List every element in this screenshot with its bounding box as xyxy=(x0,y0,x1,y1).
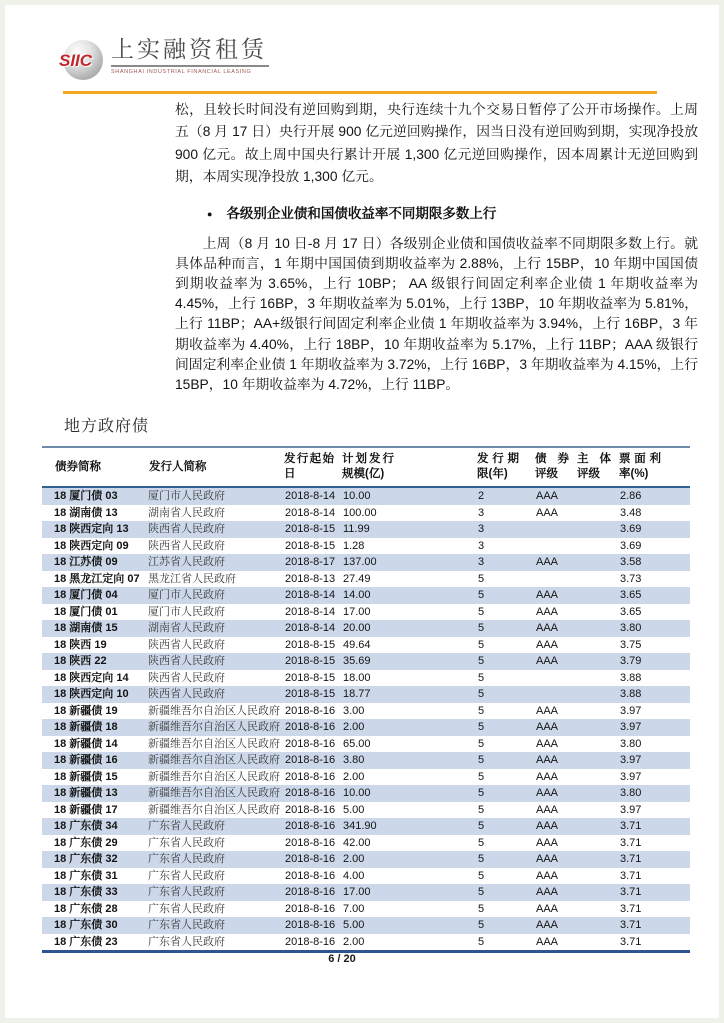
cell-bond-name: 18 厦门债 03 xyxy=(54,490,118,502)
cell-start-date: 2018-8-16 xyxy=(285,869,336,882)
cell-term: 3 xyxy=(478,506,485,519)
cell-coupon-rate: 3.97 xyxy=(620,803,642,816)
cell-issuer-rating xyxy=(574,934,616,952)
cell-start-date: 2018-8-16 xyxy=(285,886,336,898)
cell-coupon-rate: 2.86 xyxy=(620,490,642,502)
cell-coupon-rate: 3.88 xyxy=(620,671,642,684)
cell-issuer: 陕西省人民政府 xyxy=(148,655,225,667)
cell-bond-rating: AAA xyxy=(536,704,559,717)
cell-start-date: 2018-8-16 xyxy=(285,853,336,865)
cell-planned-size: 49.64 xyxy=(343,638,371,651)
bullet-icon: ● xyxy=(207,208,213,219)
cell-planned-size: 7.00 xyxy=(343,902,365,915)
table-row xyxy=(42,554,690,571)
cell-issuer-rating xyxy=(574,851,616,868)
cell-term: 3 xyxy=(478,539,485,552)
cell-issuer: 陕西省人民政府 xyxy=(148,671,225,684)
cell-bond-name: 18 广东债 23 xyxy=(54,935,118,948)
col-header-planned-size xyxy=(339,447,474,487)
cell-bond-name: 18 陕西定向 10 xyxy=(54,688,129,700)
cell-issuer-rating xyxy=(574,703,616,720)
cell-bond-rating: AAA xyxy=(536,638,559,651)
cell-start-date: 2018-8-13 xyxy=(285,572,336,585)
table-row xyxy=(42,851,690,868)
cell-issuer-rating xyxy=(574,802,616,819)
cell-start-date: 2018-8-16 xyxy=(285,820,336,832)
logo-text-block xyxy=(111,34,269,75)
cell-bond-name: 18 广东债 33 xyxy=(54,886,118,898)
cell-bond-name: 18 新疆债 14 xyxy=(54,737,118,750)
cell-bond-rating: AAA xyxy=(536,721,559,733)
cell-planned-size: 2.00 xyxy=(343,770,365,783)
cell-planned-size: 2.00 xyxy=(343,935,365,948)
cell-issuer-rating xyxy=(574,604,616,621)
table-row xyxy=(42,670,690,687)
cell-planned-size: 3.00 xyxy=(343,704,365,717)
cell-start-date: 2018-8-15 xyxy=(285,688,336,700)
cell-coupon-rate: 3.97 xyxy=(620,770,642,783)
cell-coupon-rate: 3.97 xyxy=(620,704,642,717)
cell-bond-rating xyxy=(532,521,574,538)
cell-term: 5 xyxy=(478,869,485,882)
header-label: 发行人简称 xyxy=(149,460,207,473)
cell-issuer-rating xyxy=(574,538,616,555)
table-row xyxy=(42,802,690,819)
cell-planned-size: 4.00 xyxy=(343,869,365,882)
cell-issuer: 广东省人民政府 xyxy=(148,820,225,832)
cell-bond-rating: AAA xyxy=(536,836,559,849)
cell-bond-name: 18 陕西 22 xyxy=(54,655,107,667)
table-row xyxy=(42,736,690,753)
cell-term: 5 xyxy=(478,770,485,783)
cell-coupon-rate: 3.80 xyxy=(620,787,642,799)
cell-bond-name: 18 陕西 19 xyxy=(54,638,107,651)
body-text-block xyxy=(175,99,698,395)
cell-term: 5 xyxy=(478,638,485,651)
cell-bond-rating: AAA xyxy=(536,556,559,568)
cell-bond-rating: AAA xyxy=(536,655,559,667)
cell-coupon-rate: 3.71 xyxy=(620,836,642,849)
cell-bond-rating: AAA xyxy=(536,754,559,766)
cell-planned-size: 27.49 xyxy=(343,572,371,585)
table-header-row xyxy=(42,447,690,487)
table-row xyxy=(42,884,690,901)
cell-bond-name: 18 新疆债 16 xyxy=(54,754,118,766)
cell-start-date: 2018-8-15 xyxy=(285,655,336,667)
cell-issuer-rating xyxy=(574,487,616,505)
cell-start-date: 2018-8-16 xyxy=(285,721,336,733)
cell-bond-rating: AAA xyxy=(536,737,559,750)
cell-start-date: 2018-8-16 xyxy=(285,803,336,816)
cell-coupon-rate: 3.71 xyxy=(620,869,642,882)
cell-term: 3 xyxy=(478,556,485,568)
cell-bond-rating: AAA xyxy=(536,605,559,618)
cell-term: 5 xyxy=(478,655,485,667)
cell-coupon-rate: 3.88 xyxy=(620,688,642,700)
cell-issuer-rating xyxy=(574,785,616,802)
cell-start-date: 2018-8-15 xyxy=(285,539,336,552)
cell-bond-rating: AAA xyxy=(536,622,559,634)
cell-start-date: 2018-8-15 xyxy=(285,671,336,684)
cell-bond-name: 18 广东债 28 xyxy=(54,902,118,915)
cell-coupon-rate: 3.65 xyxy=(620,605,642,618)
cell-bond-name: 18 广东债 31 xyxy=(54,869,118,882)
cell-issuer: 新疆维吾尔自治区人民政府 xyxy=(148,721,280,733)
cell-bond-rating: AAA xyxy=(536,886,559,898)
cell-issuer: 陕西省人民政府 xyxy=(148,688,225,700)
cell-bond-rating: AAA xyxy=(536,935,559,948)
cell-bond-name: 18 新疆债 19 xyxy=(54,704,118,717)
cell-bond-name: 18 陕西定向 14 xyxy=(54,671,129,684)
cell-coupon-rate: 3.69 xyxy=(620,523,642,535)
cell-planned-size: 1.28 xyxy=(343,539,365,552)
cell-issuer: 湖南省人民政府 xyxy=(148,506,225,519)
table-row xyxy=(42,637,690,654)
cell-coupon-rate: 3.58 xyxy=(620,556,642,568)
cell-bond-rating xyxy=(532,538,574,555)
cell-bond-name: 18 厦门债 01 xyxy=(54,605,118,618)
cell-bond-name: 18 新疆债 18 xyxy=(54,721,118,733)
cell-coupon-rate: 3.80 xyxy=(620,737,642,750)
table-row xyxy=(42,653,690,670)
cell-term: 5 xyxy=(478,704,485,717)
cell-term: 5 xyxy=(478,572,485,585)
cell-issuer: 广东省人民政府 xyxy=(148,919,225,931)
cell-bond-name: 18 新疆债 13 xyxy=(54,787,118,799)
cell-planned-size: 137.00 xyxy=(343,556,377,568)
table-row xyxy=(42,505,690,522)
cell-bond-name: 18 湖南债 15 xyxy=(54,622,118,634)
cell-bond-rating: AAA xyxy=(536,589,559,601)
cell-term: 5 xyxy=(478,902,485,915)
cell-issuer-rating xyxy=(574,587,616,604)
table-row xyxy=(42,620,690,637)
cell-bond-name: 18 陕西定向 09 xyxy=(54,539,129,552)
header-label: 主体评级 xyxy=(577,453,611,480)
bond-table-body xyxy=(42,487,690,952)
cell-bond-rating: AAA xyxy=(536,853,559,865)
cell-issuer-rating xyxy=(574,719,616,736)
cell-planned-size: 14.00 xyxy=(343,589,371,601)
cell-start-date: 2018-8-16 xyxy=(285,919,336,931)
cell-issuer: 陕西省人民政府 xyxy=(148,638,225,651)
cell-start-date: 2018-8-14 xyxy=(285,605,336,618)
cell-term: 2 xyxy=(478,490,485,502)
cell-bond-rating: AAA xyxy=(536,919,559,931)
cell-planned-size: 10.00 xyxy=(343,787,371,799)
cell-issuer: 黑龙江省人民政府 xyxy=(148,572,236,585)
section-title: 地方政府债 xyxy=(64,418,150,435)
cell-issuer-rating xyxy=(574,868,616,885)
cell-start-date: 2018-8-16 xyxy=(285,737,336,750)
cell-bond-name: 18 湖南债 13 xyxy=(54,506,118,519)
cell-term: 5 xyxy=(478,919,485,931)
cell-term: 5 xyxy=(478,721,485,733)
cell-planned-size: 100.00 xyxy=(343,506,377,519)
cell-planned-size: 18.00 xyxy=(343,671,371,684)
cell-issuer: 新疆维吾尔自治区人民政府 xyxy=(148,737,280,750)
cell-issuer-rating xyxy=(574,620,616,637)
cell-issuer: 陕西省人民政府 xyxy=(148,523,225,535)
table-row xyxy=(42,901,690,918)
cell-issuer-rating xyxy=(574,901,616,918)
logo-company-name-cn: 上实融资租赁 xyxy=(111,34,269,67)
cell-start-date: 2018-8-16 xyxy=(285,935,336,948)
cell-start-date: 2018-8-16 xyxy=(285,787,336,799)
header-label: 发行期限(年) xyxy=(477,453,519,480)
header-label: 票面利率(%) xyxy=(619,453,661,480)
cell-issuer: 新疆维吾尔自治区人民政府 xyxy=(148,787,280,799)
cell-coupon-rate: 3.97 xyxy=(620,754,642,766)
cell-term: 5 xyxy=(478,787,485,799)
cell-start-date: 2018-8-16 xyxy=(285,754,336,766)
cell-start-date: 2018-8-14 xyxy=(285,490,336,502)
cell-bond-name: 18 广东债 34 xyxy=(54,820,118,832)
cell-issuer: 厦门市人民政府 xyxy=(148,589,225,601)
cell-term: 5 xyxy=(478,935,485,948)
cell-term: 5 xyxy=(478,737,485,750)
cell-term: 5 xyxy=(478,853,485,865)
cell-issuer: 新疆维吾尔自治区人民政府 xyxy=(148,803,280,816)
table-row xyxy=(42,604,690,621)
cell-bond-name: 18 广东债 30 xyxy=(54,919,118,931)
table-row xyxy=(42,868,690,885)
cell-coupon-rate: 3.73 xyxy=(620,572,642,585)
paragraph-yields: 上周（8 月 10 日-8 月 17 日）各级别企业债和国债收益率不同期限多数上行。就具体品种而言，1 年期中国国债到期收益率为 2.88%，上行 15BP，10 年期中国国债到期收益率为 3.65%，上行 10BP； AA 级银行间固定利率企业债 1 年期收益率为 4.45%，上行 16BP，3 年期收益率为 5.01%，上行 13BP，10 年期收益率为 5.81%，上行 11BP；AA+级银行间固定利率企业债 1 年期收益率为 3.94%，上行 16BP，3 年期收益率为 4.40%，上行 18BP，10 年期收益率为 5.17%，上行 11BP；AAA 级银行间固定利率企业债 1 年期收益率为 3.72%，上行 16BP，3 年期收益率为 4.15%，上行 15BP，10 年期收益率为 4.72%，上行 11BP。 xyxy=(175,235,698,393)
cell-bond-name: 18 新疆债 15 xyxy=(54,770,118,783)
cell-bond-name: 18 黑龙江定向 07 xyxy=(54,572,140,585)
table-row xyxy=(42,752,690,769)
cell-issuer-rating xyxy=(574,571,616,588)
cell-coupon-rate: 3.71 xyxy=(620,820,642,832)
cell-issuer: 广东省人民政府 xyxy=(148,853,225,865)
cell-coupon-rate: 3.71 xyxy=(620,902,642,915)
cell-issuer-rating xyxy=(574,752,616,769)
header-divider-line xyxy=(63,91,657,94)
header-label: 债券评级 xyxy=(535,453,569,480)
cell-planned-size: 2.00 xyxy=(343,721,365,733)
table-row xyxy=(42,785,690,802)
cell-bond-rating: AAA xyxy=(536,820,559,832)
cell-issuer: 新疆维吾尔自治区人民政府 xyxy=(148,770,280,783)
cell-start-date: 2018-8-15 xyxy=(285,638,336,651)
cell-issuer-rating xyxy=(574,505,616,522)
cell-bond-name: 18 厦门债 04 xyxy=(54,589,118,601)
cell-term: 5 xyxy=(478,622,485,634)
cell-issuer: 厦门市人民政府 xyxy=(148,490,225,502)
table-row xyxy=(42,521,690,538)
cell-term: 5 xyxy=(478,754,485,766)
table-row xyxy=(42,571,690,588)
logo-siic-text: SIIC xyxy=(59,51,93,70)
cell-start-date: 2018-8-16 xyxy=(285,836,336,849)
cell-issuer: 江苏省人民政府 xyxy=(148,556,225,568)
cell-coupon-rate: 3.71 xyxy=(620,935,642,948)
cell-term: 5 xyxy=(478,836,485,849)
header-label: 计划发行规模(亿) xyxy=(342,453,394,480)
cell-term: 5 xyxy=(478,589,485,601)
company-logo xyxy=(59,34,269,80)
cell-issuer-rating xyxy=(574,769,616,786)
cell-planned-size: 5.00 xyxy=(343,803,365,816)
cell-issuer-rating xyxy=(574,884,616,901)
cell-start-date: 2018-8-14 xyxy=(285,589,336,601)
cell-bond-rating: AAA xyxy=(536,506,559,519)
cell-issuer: 广东省人民政府 xyxy=(148,869,225,882)
cell-term: 3 xyxy=(478,523,485,535)
cell-issuer-rating xyxy=(574,686,616,703)
cell-coupon-rate: 3.75 xyxy=(620,638,642,651)
col-header-bond-rating xyxy=(532,447,574,487)
cell-planned-size: 2.00 xyxy=(343,853,365,865)
cell-start-date: 2018-8-14 xyxy=(285,622,336,634)
table-row xyxy=(42,917,690,934)
cell-bond-name: 18 江苏债 09 xyxy=(54,556,118,568)
cell-bond-name: 18 陕西定向 13 xyxy=(54,523,129,535)
cell-issuer-rating xyxy=(574,653,616,670)
cell-bond-rating: AAA xyxy=(536,803,559,816)
table-row xyxy=(42,686,690,703)
bond-table xyxy=(42,446,690,953)
cell-planned-size: 17.00 xyxy=(343,605,371,618)
cell-start-date: 2018-8-14 xyxy=(285,506,336,519)
table-row xyxy=(42,719,690,736)
table-row xyxy=(42,769,690,786)
cell-issuer: 新疆维吾尔自治区人民政府 xyxy=(148,754,280,766)
cell-issuer: 厦门市人民政府 xyxy=(148,605,225,618)
header-label: 债券简称 xyxy=(55,460,101,473)
cell-planned-size: 18.77 xyxy=(343,688,371,700)
cell-issuer-rating xyxy=(574,554,616,571)
cell-planned-size: 3.80 xyxy=(343,754,365,766)
cell-planned-size: 10.00 xyxy=(343,490,371,502)
cell-issuer-rating xyxy=(574,736,616,753)
cell-planned-size: 11.99 xyxy=(343,523,370,535)
cell-term: 5 xyxy=(478,671,485,684)
col-header-coupon-rate xyxy=(616,447,690,487)
col-header-issuer xyxy=(146,447,281,487)
cell-start-date: 2018-8-16 xyxy=(285,704,336,717)
cell-issuer-rating xyxy=(574,835,616,852)
cell-coupon-rate: 3.97 xyxy=(620,721,642,733)
page-number: 6 / 20 xyxy=(328,953,356,965)
cell-term: 5 xyxy=(478,605,485,618)
cell-coupon-rate: 3.80 xyxy=(620,622,642,634)
paragraph-open-market: 松，且较长时间没有逆回购到期，央行连续十九个交易日暂停了公开市场操作。上周五（8 月 17 日）央行开展 900 亿元逆回购操作，因当日没有逆回购到期，实现净投放 900 亿元。故上周中国央行累计开展 1,300 亿元逆回购操作，因本周累计无逆回购到期，本周实现净投放 1,300 亿元。 xyxy=(175,102,698,185)
header-label: 发行起始日 xyxy=(284,453,334,480)
cell-coupon-rate: 3.71 xyxy=(620,853,642,865)
cell-coupon-rate: 3.71 xyxy=(620,886,642,898)
cell-issuer: 广东省人民政府 xyxy=(148,935,225,948)
table-row xyxy=(42,487,690,505)
col-header-start-date xyxy=(281,447,339,487)
cell-issuer-rating xyxy=(574,521,616,538)
table-row xyxy=(42,818,690,835)
cell-bond-rating xyxy=(532,571,574,588)
cell-issuer: 湖南省人民政府 xyxy=(148,622,225,634)
col-header-issuer-rating xyxy=(574,447,616,487)
cell-issuer-rating xyxy=(574,670,616,687)
table-row xyxy=(42,835,690,852)
cell-issuer-rating xyxy=(574,917,616,934)
cell-planned-size: 65.00 xyxy=(343,737,371,750)
cell-bond-rating: AAA xyxy=(536,902,559,915)
cell-issuer: 新疆维吾尔自治区人民政府 xyxy=(148,704,280,717)
cell-start-date: 2018-8-16 xyxy=(285,770,336,783)
logo-company-name-en: SHANGHAI INDUSTRIAL FINANCIAL LEASING xyxy=(111,68,252,75)
cell-term: 5 xyxy=(478,886,485,898)
cell-issuer: 陕西省人民政府 xyxy=(148,539,225,552)
cell-planned-size: 341.90 xyxy=(343,820,377,832)
table-row xyxy=(42,934,690,952)
cell-planned-size: 20.00 xyxy=(343,622,371,634)
table-row xyxy=(42,538,690,555)
cell-bond-name: 18 广东债 32 xyxy=(54,853,118,865)
cell-planned-size: 35.69 xyxy=(343,655,371,667)
cell-bond-name: 18 新疆债 17 xyxy=(54,803,118,816)
cell-bond-rating: AAA xyxy=(536,770,559,783)
cell-bond-rating: AAA xyxy=(536,490,559,502)
cell-planned-size: 5.00 xyxy=(343,919,365,931)
cell-coupon-rate: 3.79 xyxy=(620,655,642,667)
bullet-heading xyxy=(207,202,698,222)
cell-planned-size: 17.00 xyxy=(343,886,371,898)
cell-issuer: 广东省人民政府 xyxy=(148,886,225,898)
cell-bond-rating xyxy=(532,686,574,703)
globe-icon xyxy=(59,40,103,80)
cell-issuer-rating xyxy=(574,637,616,654)
cell-start-date: 2018-8-17 xyxy=(285,556,336,568)
col-header-bond-name xyxy=(42,447,146,487)
cell-coupon-rate: 3.69 xyxy=(620,539,642,552)
cell-bond-rating: AAA xyxy=(536,869,559,882)
cell-term: 5 xyxy=(478,820,485,832)
cell-issuer: 广东省人民政府 xyxy=(148,836,225,849)
bullet-heading-text: 各级别企业债和国债收益率不同期限多数上行 xyxy=(226,205,497,221)
cell-coupon-rate: 3.48 xyxy=(620,506,642,519)
cell-start-date: 2018-8-15 xyxy=(285,523,336,535)
cell-planned-size: 42.00 xyxy=(343,836,371,849)
table-row xyxy=(42,587,690,604)
cell-coupon-rate: 3.71 xyxy=(620,919,642,931)
cell-coupon-rate: 3.65 xyxy=(620,589,642,601)
cell-start-date: 2018-8-16 xyxy=(285,902,336,915)
cell-issuer-rating xyxy=(574,818,616,835)
cell-term: 5 xyxy=(478,688,485,700)
table-row xyxy=(42,703,690,720)
col-header-term xyxy=(474,447,532,487)
cell-term: 5 xyxy=(478,803,485,816)
cell-issuer: 广东省人民政府 xyxy=(148,902,225,915)
cell-bond-name: 18 广东债 29 xyxy=(54,836,118,849)
cell-bond-rating xyxy=(532,670,574,687)
cell-bond-rating: AAA xyxy=(536,787,559,799)
